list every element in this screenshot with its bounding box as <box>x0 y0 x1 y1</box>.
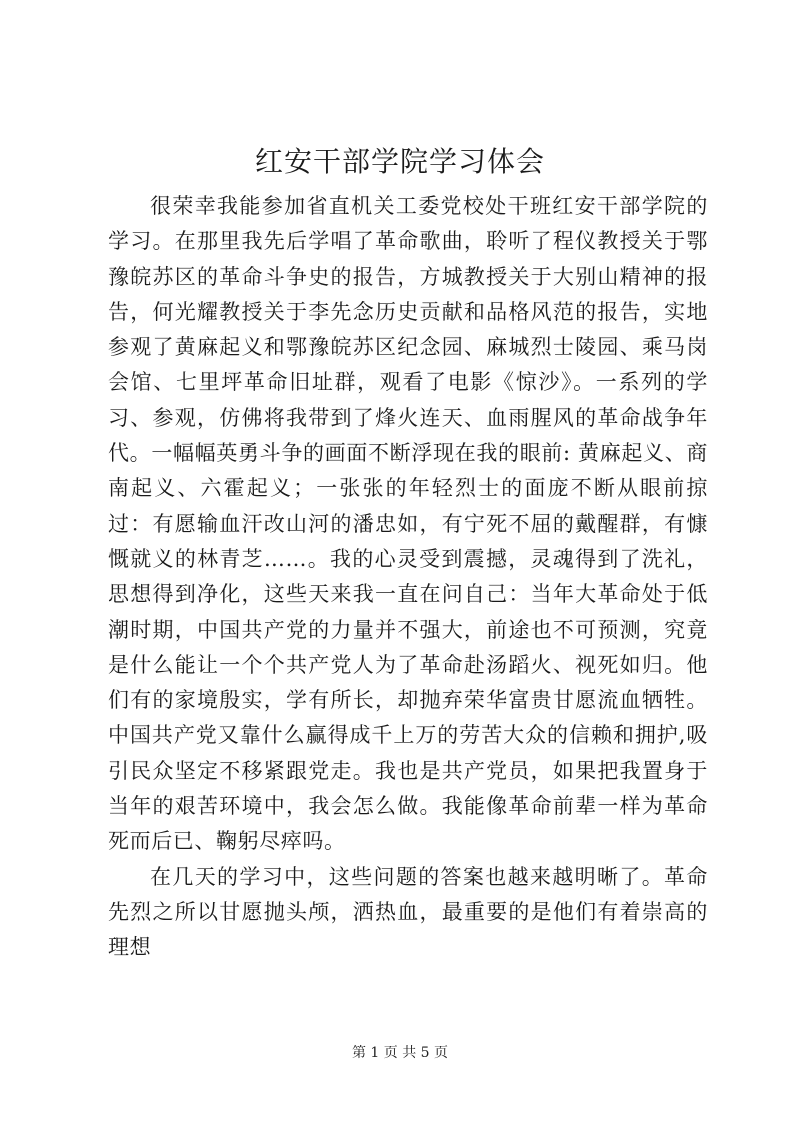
paragraph-2: 在几天的学习中，这些问题的答案也越来越明晰了。革命先烈之所以甘愿抛头颅，洒热血，最重要的是他们有着崇高的理想 <box>108 864 708 960</box>
document-body <box>108 189 708 966</box>
paragraph-1: 很荣幸我能参加省直机关工委党校处干班红安干部学院的学习。在那里我先后学唱了革命歌曲，聆听了程仪教授关于鄂豫皖苏区的革命斗争史的报告，方城教授关于大别山精神的报告，何光耀教授关于李先念历史贡献和品格风范的报告，实地参观了黄麻起义和鄂豫皖苏区纪念园、麻城烈士陵园、乘马岗会馆、七里坪革命旧址群，观看了电影《惊沙》。一系列的学习、参观，仿佛将我带到了烽火连天、血雨腥风的革命战争年代。一幅幅英勇斗争的画面不断浮现在我的眼前: 黄麻起义、商南起义、六霍起义；一张张的年轻烈士的面庞不断从眼前掠过：有愿输血汗改山河的潘忠如，有宁死不屈的戴醒群，有慷慨就义的林青芝……。我的心灵受到震撼，灵魂得到了洗礼，思想得到净化，这些天来我一直在问自己：当年大革命处于低潮时期，中国共产党的力量并不强大，前途也不可预测，究竟是什么能让一个个共产党人为了革命赴汤蹈火、视死如归。他们有的家境殷实，学有所长，却抛弃荣华富贵甘愿流血牺牲。中国共产党又靠什么赢得成千上万的劳苦大众的信赖和拥护,吸引民众坚定不移紧跟党走。我也是共产党员，如果把我置身于当年的艰苦环境中，我会怎么做。我能像革命前辈一样为革命死而后已、鞠躬尽瘁吗。 <box>108 194 708 854</box>
page-footer: 第 1 页 共 5 页 <box>351 1045 449 1061</box>
page-title: 红安干部学院学习体会 <box>254 145 545 178</box>
